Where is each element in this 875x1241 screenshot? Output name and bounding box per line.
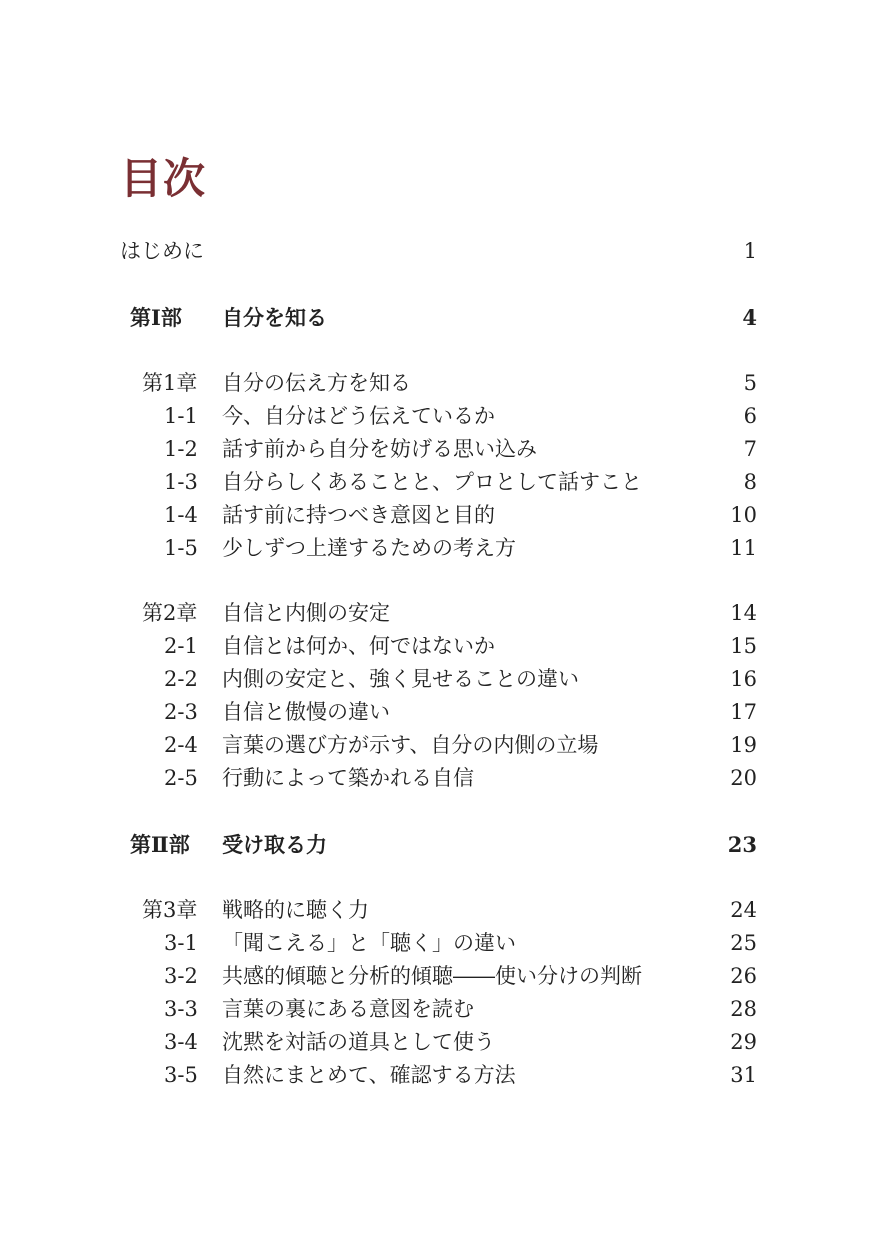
toc-entry-page: 11: [730, 536, 757, 560]
toc-section-number: 3-5: [164, 1063, 198, 1087]
toc-section[interactable]: [0, 960, 875, 993]
toc-section-label: 言葉の裏にある意図を読む: [222, 997, 474, 1021]
toc-section[interactable]: [0, 993, 875, 1026]
toc-section-label: 自分らしくあることと、プロとして話すこと: [222, 470, 642, 494]
toc-entry-page: 25: [730, 931, 757, 955]
toc-section[interactable]: [0, 927, 875, 960]
toc-part-number: 第Ⅱ部: [130, 832, 190, 857]
toc-section-number: 1-5: [164, 536, 198, 560]
toc-section-number: 2-3: [164, 700, 198, 724]
toc-section[interactable]: [0, 499, 875, 532]
toc-section[interactable]: [0, 1059, 875, 1092]
toc-entry-page: 16: [730, 667, 757, 691]
toc-section[interactable]: [0, 663, 875, 696]
toc-entry-page: 19: [730, 733, 757, 757]
toc-part-2[interactable]: [0, 828, 875, 861]
toc-section[interactable]: [0, 466, 875, 499]
toc-entry-page: 17: [730, 700, 757, 724]
toc-entry-page: 15: [730, 634, 757, 658]
toc-chapter-1[interactable]: [0, 367, 875, 400]
toc-section-label: 行動によって築かれる自信: [222, 766, 474, 790]
toc-chapter-label: 自分の伝え方を知る: [222, 371, 411, 395]
toc-section-number: 2-1: [164, 634, 198, 658]
toc-entry-page: 23: [727, 832, 757, 857]
toc-section-number: 3-3: [164, 997, 198, 1021]
toc-chapter-number: 第2章: [142, 601, 198, 625]
toc-section-label: 少しずつ上達するための考え方: [222, 536, 516, 560]
toc-section-number: 3-1: [164, 931, 198, 955]
toc-chapter-number: 第3章: [142, 898, 198, 922]
toc-section[interactable]: [0, 1026, 875, 1059]
toc-chapter-3[interactable]: [0, 894, 875, 927]
toc-section-number: 1-3: [164, 470, 198, 494]
toc-section-label: 自信とは何か、何ではないか: [222, 634, 495, 658]
toc-part-1[interactable]: [0, 301, 875, 334]
toc-section-number: 1-2: [164, 437, 198, 461]
toc-section-number: 3-2: [164, 964, 198, 988]
toc-entry-page: 24: [730, 898, 757, 922]
toc-section-label: 沈黙を対話の道具として使う: [222, 1030, 495, 1054]
toc-section-number: 2-5: [164, 766, 198, 790]
toc-section[interactable]: [0, 433, 875, 466]
toc-chapter-label: 自信と内側の安定: [222, 601, 390, 625]
toc-section[interactable]: [0, 696, 875, 729]
toc-entry-page: 8: [743, 470, 757, 494]
toc-section-label: 内側の安定と、強く見せることの違い: [222, 667, 579, 691]
toc-section-label: 自然にまとめて、確認する方法: [222, 1063, 516, 1087]
toc-chapter-2[interactable]: [0, 597, 875, 630]
toc-section[interactable]: [0, 762, 875, 795]
toc-section-number: 1-4: [164, 503, 198, 527]
toc-entry-page: 20: [730, 766, 757, 790]
toc-part-label: 自分を知る: [222, 305, 327, 330]
toc-part-label: 受け取る力: [222, 832, 327, 857]
toc-entry-page: 28: [730, 997, 757, 1021]
toc-entry-page: 14: [730, 601, 757, 625]
toc-section[interactable]: [0, 729, 875, 762]
toc-entry-page: 26: [730, 964, 757, 988]
toc-part-number: 第Ⅰ部: [130, 305, 182, 330]
toc-section-number: 2-2: [164, 667, 198, 691]
toc-entry-intro[interactable]: [0, 235, 875, 268]
toc-entry-page: 29: [730, 1030, 757, 1054]
toc-section-label: 自信と傲慢の違い: [222, 700, 390, 724]
toc-section[interactable]: [0, 630, 875, 663]
toc-entry-page: 5: [743, 371, 757, 395]
page-title: 目次: [120, 154, 207, 203]
toc-section-label: 言葉の選び方が示す、自分の内側の立場: [222, 733, 599, 757]
toc-section-number: 2-4: [164, 733, 198, 757]
toc-section-label: 話す前から自分を妨げる思い込み: [222, 437, 537, 461]
toc-section-label: 「聞こえる」と「聴く」の違い: [222, 931, 516, 955]
toc-section-number: 1-1: [164, 404, 198, 428]
toc-entry-page: 7: [743, 437, 757, 461]
toc-section-label: 共感的傾聴と分析的傾聴――使い分けの判断: [222, 964, 642, 988]
toc-section[interactable]: [0, 532, 875, 565]
toc-section[interactable]: [0, 400, 875, 433]
toc-section-label: 話す前に持つべき意図と目的: [222, 503, 495, 527]
toc-section-number: 3-4: [164, 1030, 198, 1054]
toc-entry-page: 10: [730, 503, 757, 527]
toc-entry-page: 4: [742, 305, 757, 330]
toc-chapter-label: 戦略的に聴く力: [222, 898, 369, 922]
toc-chapter-number: 第1章: [142, 371, 198, 395]
toc-entry-page: 1: [743, 239, 757, 263]
toc-entry-page: 6: [743, 404, 757, 428]
toc-entry-page: 31: [730, 1063, 757, 1087]
toc-section-label: 今、自分はどう伝えているか: [222, 404, 495, 428]
toc-entry-label: はじめに: [120, 239, 204, 263]
